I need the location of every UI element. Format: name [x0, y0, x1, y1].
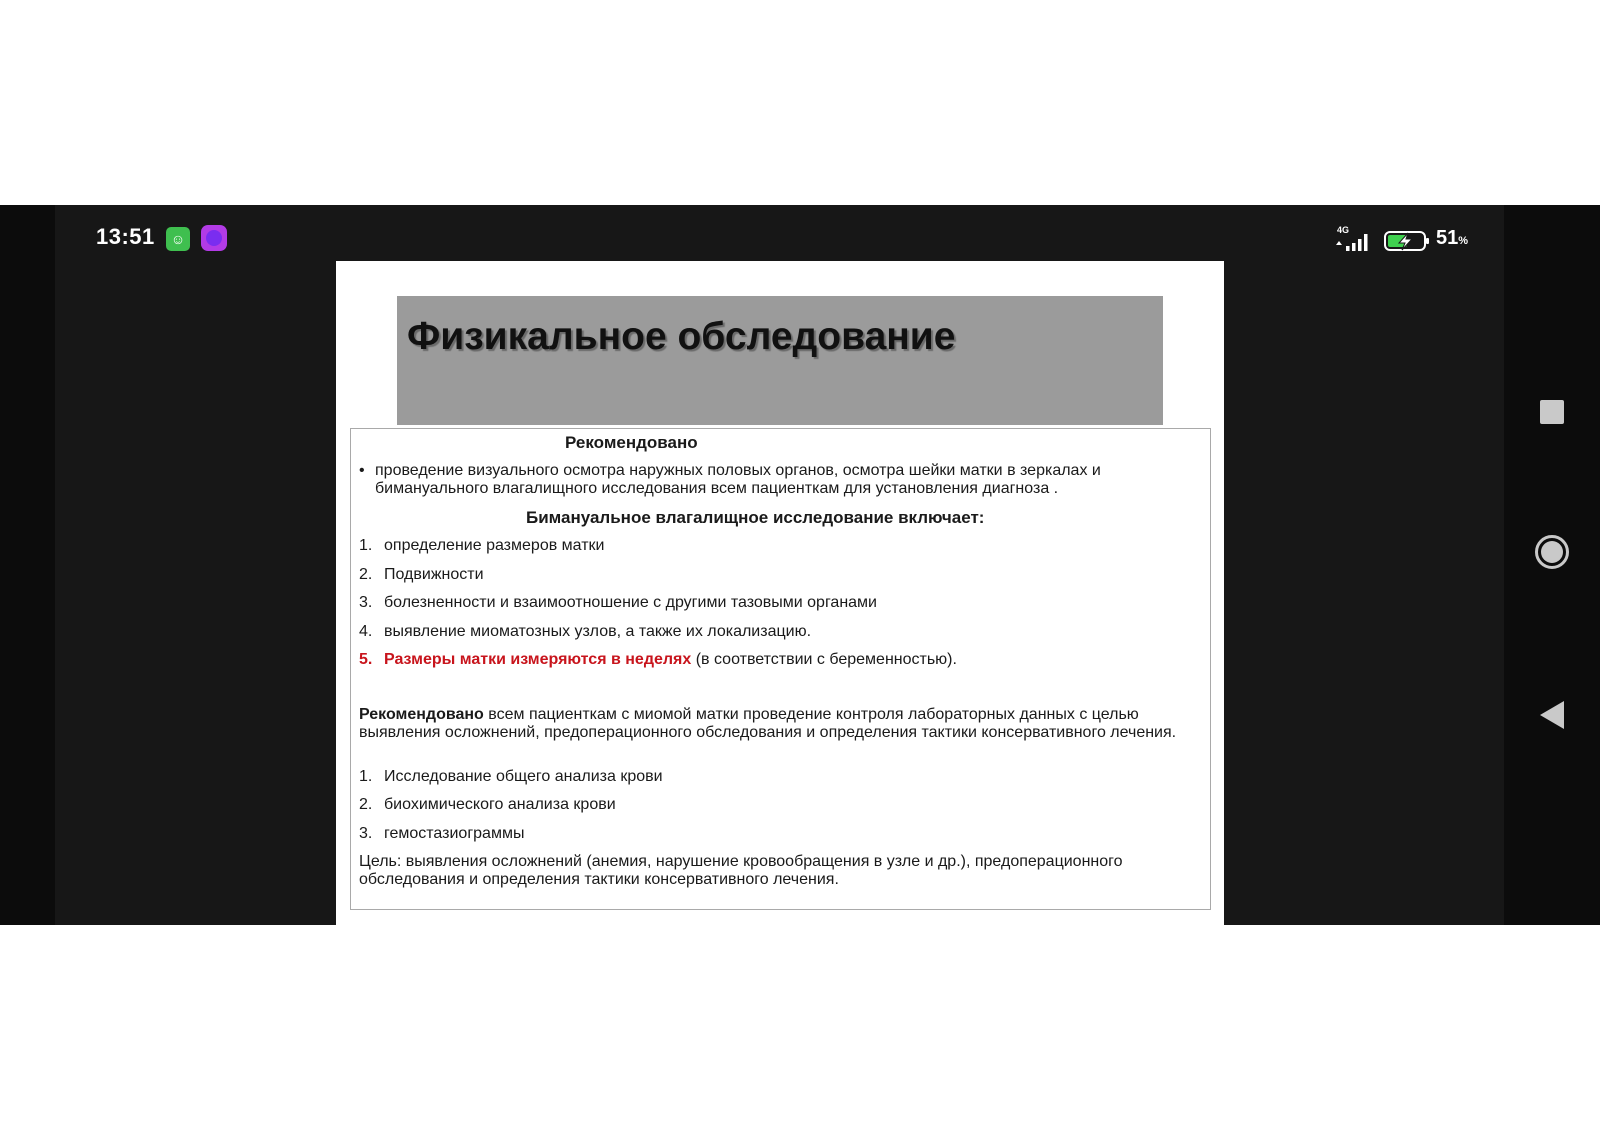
list-item-text: Подвижности	[384, 565, 484, 583]
slide-title-box	[397, 296, 1163, 425]
recents-button[interactable]	[1504, 400, 1600, 424]
list-item	[359, 594, 957, 623]
goal-text: Цель: выявления осложнений (анемия, нарушение кровообращения в узле и др.), предоперационного обследования и определения тактики консервативного лечения.	[359, 853, 1123, 888]
lab-paragraph	[359, 706, 1204, 742]
back-button[interactable]	[1504, 701, 1600, 729]
list-item-text: определение размеров матки	[384, 537, 605, 554]
lab-list	[359, 768, 663, 853]
app-notification-icon: ☺	[166, 227, 190, 251]
app-notification-icon-purple	[201, 225, 227, 251]
list-item-number: 1.	[359, 768, 373, 785]
list-item	[359, 768, 663, 796]
bimanual-heading: Бимануальное влагалищное исследование включает:	[526, 508, 985, 527]
lab-paragraph-bold: Рекомендовано	[359, 706, 484, 723]
list-item-text: гемостазиограммы	[384, 824, 525, 842]
recommended-heading: Рекомендовано	[565, 433, 698, 452]
list-item-text: (в соответствии с беременностью).	[691, 651, 957, 668]
presentation-slide	[336, 261, 1224, 925]
slide-content-box	[350, 428, 1211, 910]
list-item	[359, 566, 957, 595]
battery-charging-icon	[1384, 230, 1430, 252]
list-item-number: 3.	[359, 824, 373, 842]
list-item-number: 1.	[359, 537, 373, 554]
list-item	[359, 537, 957, 566]
slide-title: Физикальное обследование	[407, 315, 956, 358]
left-bezel	[0, 205, 55, 925]
list-item-text: биохимического анализа крови	[384, 796, 616, 814]
battery-percent	[1436, 227, 1468, 250]
home-button[interactable]	[1504, 535, 1600, 569]
list-item-text: выявление миоматозных узлов, а также их локализацию.	[384, 622, 812, 640]
exam-list	[359, 537, 957, 680]
battery-level: 51	[1436, 227, 1459, 249]
list-item-number: 2.	[359, 796, 373, 814]
highlighted-text: Размеры матки измеряются в неделях	[384, 651, 692, 668]
signal-icon	[1335, 231, 1375, 251]
list-item-text: Исследование общего анализа крови	[384, 768, 663, 785]
phone-screen	[0, 205, 1600, 925]
bullet-item	[359, 462, 1199, 498]
list-item-number: 3.	[359, 594, 373, 611]
bullet-text: проведение визуального осмотра наружных половых органов, осмотра шейки матки в зеркалах и бимануального влагалищного исследования всем пациенткам для установления диагноза .	[375, 462, 1101, 497]
list-item-text: болезненности и взаимоотношение с другими тазовыми органами	[384, 594, 877, 611]
list-item-highlighted	[359, 651, 957, 680]
list-item	[359, 623, 957, 652]
back-triangle-icon	[1540, 701, 1564, 729]
battery-unit: %	[1458, 235, 1469, 247]
recents-square-icon	[1540, 400, 1564, 424]
lab-paragraph-text: всем пациенткам с миомой матки проведение контроля лабораторных данных с целью выявления осложнений, предоперационного обследования и определения тактики консервативного лечения.	[359, 706, 1177, 741]
list-item-number: 5.	[359, 651, 373, 668]
list-item	[359, 796, 663, 824]
list-item	[359, 825, 663, 853]
list-item-number: 2.	[359, 565, 373, 583]
list-item-number: 4.	[359, 622, 373, 640]
bullet-dot-icon: •	[359, 462, 365, 479]
network-type-label: 4G	[1337, 225, 1350, 235]
status-clock: 13:51	[96, 224, 155, 249]
home-circle-icon	[1535, 535, 1569, 569]
